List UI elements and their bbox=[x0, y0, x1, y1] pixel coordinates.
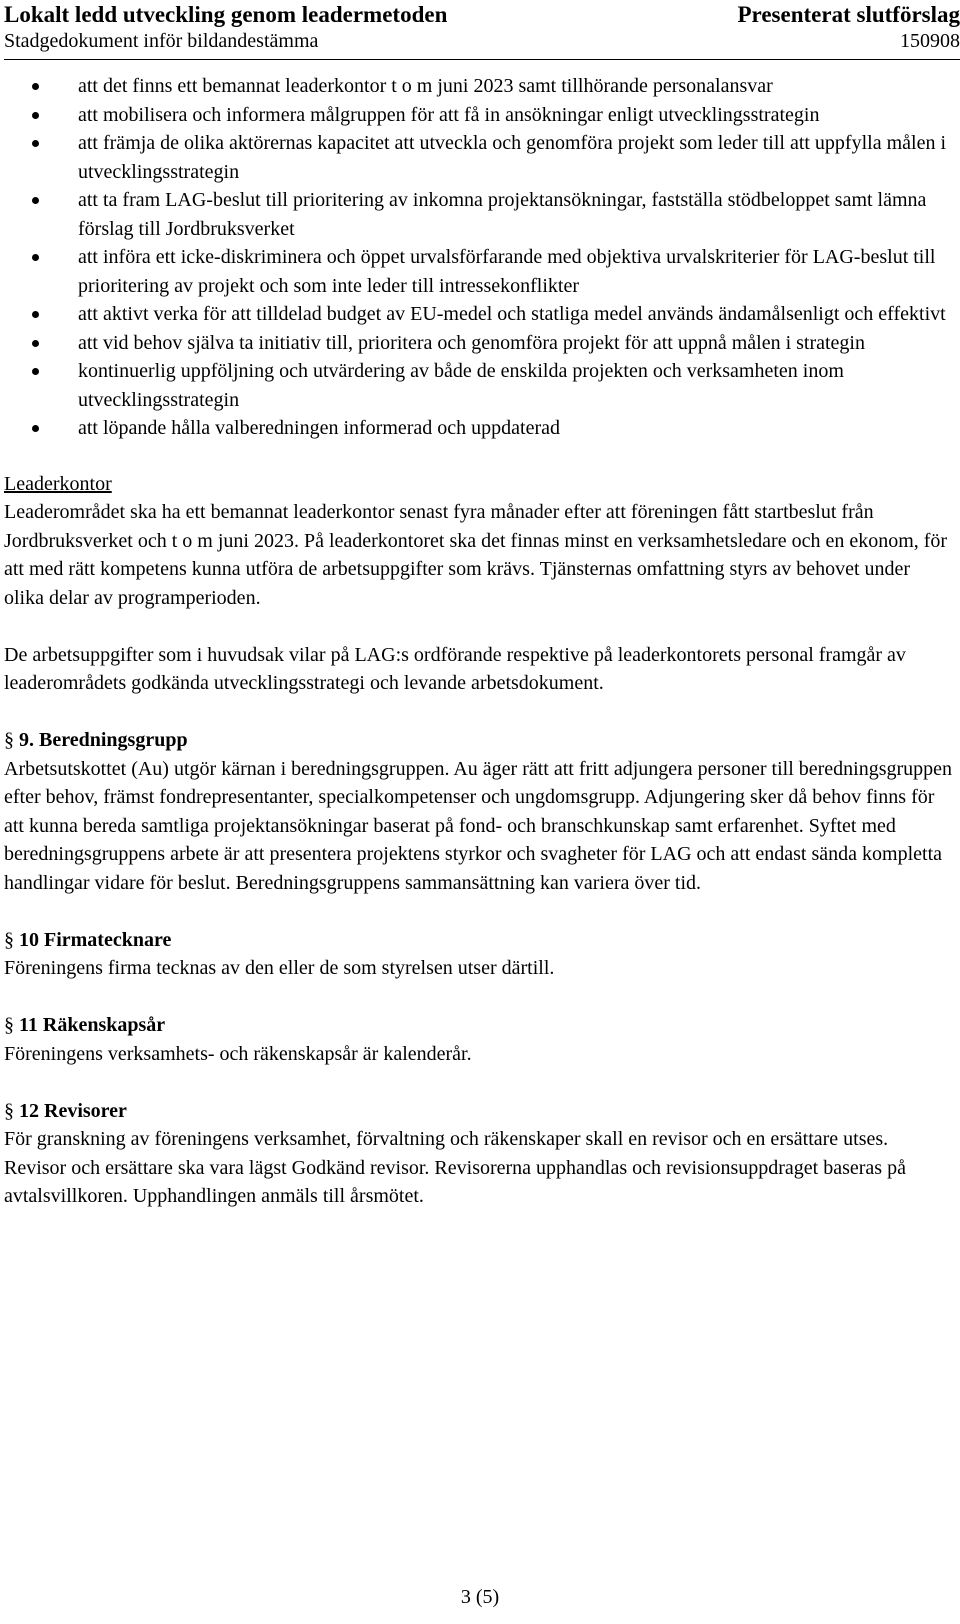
list-item: att införa ett icke-diskriminera och öppet urvalsförfarande med objektiva urvalskriterier för LAG-beslut till prioritering av projekt och som inte leder till intressekonflikter bbox=[4, 243, 954, 300]
leaderkontor-paragraph-2: De arbetsuppgifter som i huvudsak vilar på LAG:s ordförande respektive på leaderkontorets personal framgår av leaderområdets godkända utvecklingsstrategi och levande arbetsdokument. bbox=[4, 643, 906, 694]
section-heading bbox=[4, 726, 954, 755]
section-title: 11 Räkenskapsår bbox=[19, 1014, 166, 1036]
list-item: att det finns ett bemannat leaderkontor t o m juni 2023 samt tillhörande personalansvar bbox=[4, 72, 954, 101]
paragraph-sign: § bbox=[4, 1099, 14, 1122]
leaderkontor-heading: Leaderkontor bbox=[4, 472, 112, 495]
section-heading bbox=[4, 926, 954, 955]
list-item: att vid behov själva ta initiativ till, prioritera och genomföra projekt för att uppnå målen i strategin bbox=[4, 329, 954, 358]
list-item: att ta fram LAG-beslut till prioritering av inkomna projektansökningar, fastställa stödbeloppet samt lämna förslag till Jordbruksverket bbox=[4, 186, 954, 243]
list-item: kontinuerlig uppföljning och utvärdering av både de enskilda projekten och verksamheten inom utvecklingsstrategin bbox=[4, 357, 954, 414]
header-divider bbox=[4, 59, 960, 60]
bullet-icon bbox=[32, 340, 39, 347]
section-body: Arbetsutskottet (Au) utgör kärnan i beredningsgruppen. Au äger rätt att fritt adjungera personer till beredningsgruppen efter behov, främst fondrepresentanter, specialkompetenser och ungdomsgrupp. Adjungering sker då behov finns för att kunna bereda samtliga projektansökningar baserat på fond- och branschkunskap samt erfarenhet. Syftet med beredningsgruppens arbete är att presentera projektens styrkor och svagheter för LAG och att endast sända kompletta handlingar vidare för beslut. Beredningsgruppens sammansättning kan variera över tid. bbox=[4, 757, 953, 894]
bullet-icon bbox=[32, 425, 39, 432]
document-body bbox=[4, 72, 954, 1211]
bullet-icon bbox=[32, 254, 39, 261]
header-document-title: Lokalt ledd utveckling genom leadermetoden bbox=[4, 2, 448, 27]
section-title: 9. Beredningsgrupp bbox=[19, 729, 188, 751]
bullet-icon bbox=[32, 83, 39, 90]
page-footer bbox=[0, 1586, 960, 1609]
list-item: att aktivt verka för att tilldelad budget av EU-medel och statliga medel används ändamålsenligt och effektivt bbox=[4, 300, 954, 329]
bullet-icon bbox=[32, 311, 39, 318]
leaderkontor-paragraph: Leaderområdet ska ha ett bemannat leaderkontor senast fyra månader efter att föreningen fått startbeslut från Jordbruksverket och t o m juni 2023. På leaderkontoret ska det finnas minst en verksamhetsledare och en ekonom, för att med rätt kompetens kunna utföra de arbetsuppgifter som krävs. Tjänsternas omfattning styrs av behovet under olika delar av programperioden. bbox=[4, 501, 948, 609]
section-body: För granskning av föreningens verksamhet, förvaltning och räkenskaper skall en revisor och en ersättare utses. Revisor och ersättare ska vara lägst Godkänd revisor. Revisorerna upphandlas och revisionsuppdraget baseras på avtalsvillkoren. Upphandlingen anmäls till årsmötet. bbox=[4, 1128, 906, 1207]
header-subtitle: Stadgedokument inför bildandestämma bbox=[4, 30, 319, 52]
header-sub-row bbox=[4, 30, 960, 53]
paragraph-sign: § bbox=[4, 729, 14, 751]
paragraph-sign: § bbox=[4, 1014, 14, 1036]
section-heading bbox=[4, 1097, 954, 1126]
header-status: Presenterat slutförslag bbox=[737, 2, 960, 27]
list-item: att främja de olika aktörernas kapacitet att utveckla och genomföra projekt som leder till att uppfylla målen i utvecklingsstrategin bbox=[4, 129, 954, 186]
paragraph-sign: § bbox=[4, 928, 14, 951]
section-body: Föreningens firma tecknas av den eller de som styrelsen utser därtill. bbox=[4, 957, 555, 979]
bullet-icon bbox=[32, 112, 39, 119]
section-title: 12 Revisorer bbox=[19, 1099, 127, 1122]
bullet-icon bbox=[32, 368, 39, 375]
list-item: att mobilisera och informera målgruppen för att få in ansökningar enligt utvecklingsstrategin bbox=[4, 101, 954, 130]
bullet-icon bbox=[32, 197, 39, 204]
list-item: att löpande hålla valberedningen informerad och uppdaterad bbox=[4, 414, 954, 443]
header-top-row bbox=[4, 2, 960, 28]
header-date: 150908 bbox=[900, 30, 960, 52]
section-title: 10 Firmatecknare bbox=[19, 928, 172, 951]
section-body: Föreningens verksamhets- och räkenskapsår är kalenderår. bbox=[4, 1042, 472, 1065]
page-number: 3 (5) bbox=[460, 1586, 500, 1608]
section-heading bbox=[4, 1011, 954, 1040]
bullet-icon bbox=[32, 140, 39, 147]
task-list bbox=[4, 72, 954, 443]
